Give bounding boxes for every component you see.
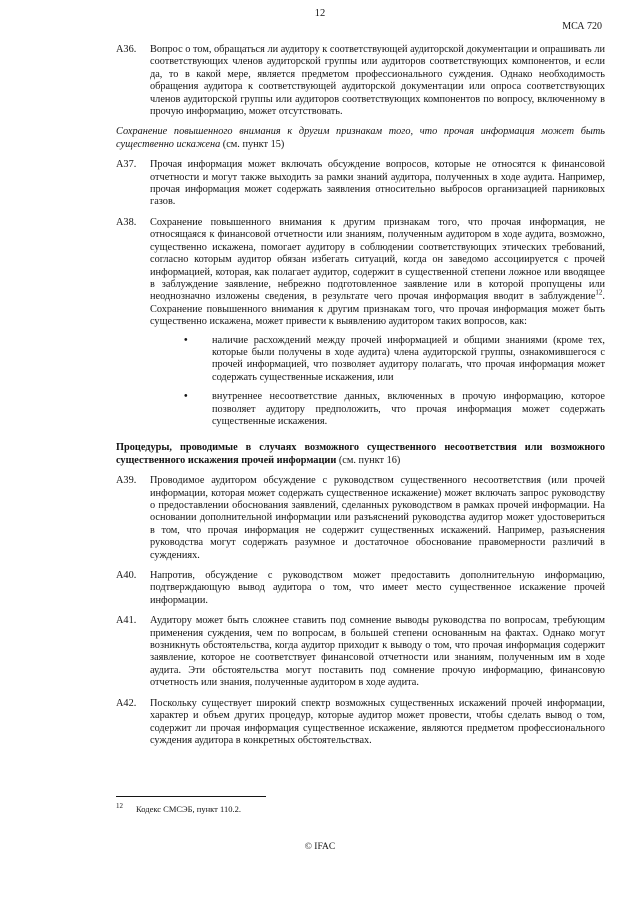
- bullet-text: наличие расхождений между прочей информацией и общими знаниями (кроме тех, которые были получены в ходе аудита) члена аудиторской группы, ознакомившегося с прочей информацией, что позволяет аудитору полагать, что прочая информация может содержать существенные искажения, или: [212, 334, 605, 383]
- paragraph-number: A37.: [116, 159, 137, 171]
- bullet-text: внутреннее несоответствие данных, включенных в прочую информацию, которое позволяет аудитору предположить, что прочая информация может содержать существенные искажения.: [212, 391, 605, 427]
- paragraph-number: A42.: [116, 697, 137, 709]
- section-heading-title: Процедуры, проводимые в случаях возможного существенного несоответствия или возможного существенного искажения прочей информации: [116, 442, 605, 466]
- paragraph-number: A40.: [116, 570, 137, 582]
- paragraph-a37: [116, 159, 605, 209]
- standard-code: МСА 720: [562, 21, 602, 32]
- bullet-item: [184, 391, 605, 428]
- paragraph-text: Проводимое аудитором обсуждение с руководством существенного несоответствия (или прочей информации, которая может содержать существенное искажение) может включать запрос руководству о предоставлении обоснования заявлений, сделанных руководством в рамках прочей информации. На основании дополнительной информации или разъяснений руководства аудитор может удостовериться в том, что прочая информация не содержит существенных искажений. Например, разъяснения руководства могут содержать разумное и достаточное обоснование правомерности различий в суждениях.: [150, 475, 605, 561]
- paragraph-a40: [116, 570, 605, 607]
- copyright-footer: © IFAC: [304, 842, 336, 852]
- bullet-item: [184, 335, 605, 385]
- bullet-list: [184, 335, 605, 429]
- footnote-divider: [116, 796, 266, 797]
- paragraph-text: Напротив, обсуждение с руководством может предоставить дополнительную информацию, подтверждающую вывод аудитора о том, что имеет место существенное искажение прочей информации.: [150, 570, 605, 606]
- paragraph-number: A36.: [116, 44, 137, 55]
- paragraph-a41: [116, 615, 605, 689]
- paragraph-text: Прочая информация может включать обсуждение вопросов, которые не относятся к финансовой отчетности и могут также выходить за рамки знаний аудитора, полученных в ходе аудита. Например, прочая информация может содержать заявления относительно выбросов организацией парниковых газов.: [150, 159, 605, 208]
- paragraph-number: A39.: [116, 475, 137, 487]
- footnote-reference: 12: [595, 288, 603, 297]
- paragraph-text-continued: . Сохранение повышенного внимания к другим признакам того, что прочая информация может быть существенно искажена, может привести к выявлению аудитором таких вопросов, как:: [150, 291, 605, 328]
- section-heading-ref: (см. пункт 15): [220, 138, 285, 150]
- bullet-icon: •: [184, 334, 188, 346]
- paragraph-a38: [116, 217, 605, 429]
- paragraph-a39: [116, 475, 605, 562]
- footnote-text: Кодекс СМСЭБ, пункт 110.2.: [136, 804, 241, 814]
- page-number: 12: [314, 8, 326, 19]
- footnote: $^{12}$ Кодекс СМСЭБ, пункт 110.2.: [116, 802, 241, 814]
- paragraph-text: Поскольку существует широкий спектр возможных существенных искажений прочей информации, характер и объем других процедур, которые аудитор может провести, чтобы сделать вывод о том, содержит ли прочая информация существенное искажение, являются предметом профессионального суждения аудитора в конкретных обстоятельствах.: [150, 697, 605, 746]
- bullet-icon: •: [184, 391, 188, 403]
- section-heading-ref: (см. пункт 16): [336, 454, 401, 466]
- paragraph-number: A41.: [116, 615, 137, 627]
- section-heading-other-indications: [116, 126, 605, 151]
- section-heading-title: Сохранение повышенного внимания к другим признакам того, что прочая информация может быть существенно искажена: [116, 126, 605, 150]
- paragraph-a36: [116, 44, 605, 118]
- document-body: [116, 44, 605, 755]
- paragraph-text: Сохранение повышенного внимания к другим признакам того, что прочая информация, не относящаяся к финансовой отчетности или знаниям, полученным аудитором в ходе аудита, возможно, существенно искажена, помогает аудитору в соблюдении соответствующих этических требований, согласно которым аудитор обязан избегать ситуаций, когда он заведомо ассоциируется с прочей информацией, которая, как полагает аудитор, содержит в существенной степени ложное или вводящее в заблуждение заявление, небрежно подготовленное заявление или в которой пропущены или неоднозначно изложены сведения, в результате чего прочая информация вводит в заблуждение: [150, 216, 605, 303]
- paragraph-number: A38.: [116, 216, 137, 228]
- paragraph-a42: [116, 698, 605, 748]
- paragraph-text: Вопрос о том, обращаться ли аудитору к соответствующей аудиторской документации и опрашивать ли соответствующих членов аудиторской группы или аудиторов соответствующих компонентов, и если да, то в какой мере, является предметом профессионального суждения. Однако необходимость обращения аудитора к соответствующей аудиторской документации или опроса соответствующих членов аудиторской группы или аудиторов соответствующих компонентов по вопросу, включенному в прочую информацию, может отсутствовать.: [150, 44, 605, 118]
- paragraph-text: Аудитору может быть сложнее ставить под сомнение выводы руководства по вопросам, требующим применения суждения, чем по вопросам, в большей степени основанным на фактах. Однако могут возникнуть обстоятельства, когда аудитор приходит к выводу о том, что прочая информация содержит заявление, которое не соответствует финансовой отчетности или знаниям, полученным им в ходе аудита. Эти обстоятельства могут поставить под сомнение прочую информацию, финансовую отчетность или знания, полученные аудитором в ходе аудита.: [150, 615, 605, 689]
- section-heading-procedures: [116, 442, 605, 467]
